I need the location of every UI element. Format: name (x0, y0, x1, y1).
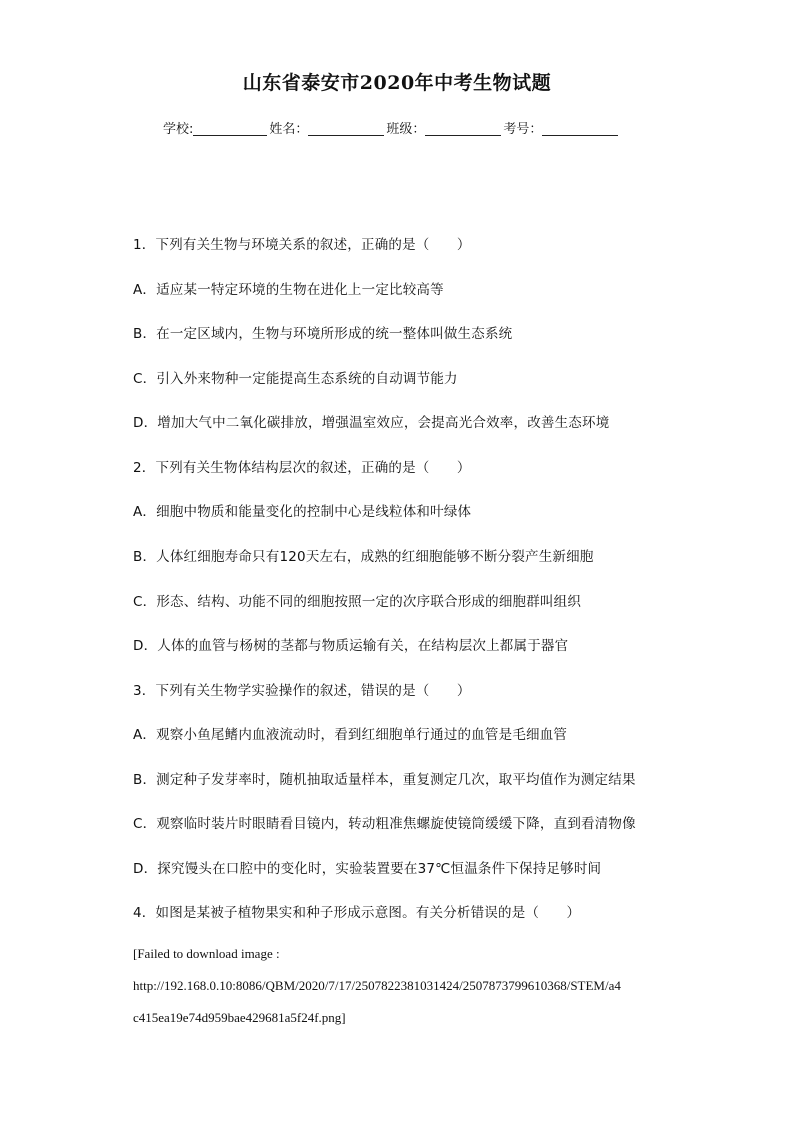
school-blank (193, 121, 267, 136)
question-2-option-b: B．人体红细胞寿命只有120天左右，成熟的红细胞能够不断分裂产生新细胞 (133, 549, 594, 565)
exam-number-label: 考号： (503, 122, 543, 137)
student-info-row (163, 118, 620, 137)
question-3-option-c: C．观察临时装片时眼睛看目镜内，转动粗准焦螺旋使镜筒缓缓下降，直到看清物像 (133, 816, 636, 832)
question-1-option-c: C．引入外来物种一定能提高生态系统的自动调节能力 (133, 371, 458, 387)
question-1-stem: 1．下列有关生物与环境关系的叙述，正确的是（ ） (133, 237, 471, 253)
image-error-line-1: [Failed to download image : (133, 946, 280, 961)
question-2-option-c: C．形态、结构、功能不同的细胞按照一定的次序联合形成的细胞群叫组织 (133, 594, 582, 610)
image-error-url-line-3: c415ea19e74d959bae429681a5f24f.png] (133, 1010, 346, 1025)
name-label: 姓名： (269, 122, 309, 137)
question-4-stem: 4．如图是某被子植物果实和种子形成示意图。有关分析错误的是（ ） (133, 905, 581, 921)
question-3-option-d: D．探究馒头在口腔中的变化时，实验装置要在37℃恒温条件下保持足够时间 (133, 861, 602, 877)
question-1-option-b: B．在一定区域内，生物与环境所形成的统一整体叫做生态系统 (133, 326, 513, 342)
question-2-option-d: D．人体的血管与杨树的茎都与物质运输有关，在结构层次上都属于器官 (133, 638, 569, 654)
image-error-url-line-2: http://192.168.0.10:8086/QBM/2020/7/17/2507822381031424/2507873799610368/STEM/a4 (133, 978, 621, 993)
question-1-option-a: A．适应某一特定环境的生物在进化上一定比较高等 (133, 282, 444, 298)
question-3-option-a: A．观察小鱼尾鳍内血液流动时，看到红细胞单行通过的血管是毛细血管 (133, 727, 568, 743)
question-3-option-b: B．测定种子发芽率时，随机抽取适量样本，重复测定几次，取平均值作为测定结果 (133, 772, 636, 788)
class-label: 班级： (386, 122, 426, 137)
name-blank (308, 121, 384, 136)
school-label: 学校: (163, 122, 194, 137)
exam-number-blank (542, 121, 618, 136)
class-blank (425, 121, 501, 136)
page-title: 山东省泰安市2020年中考生物试题 (242, 72, 552, 94)
question-2-option-a: A．细胞中物质和能量变化的控制中心是线粒体和叶绿体 (133, 504, 472, 520)
question-3-stem: 3．下列有关生物学实验操作的叙述，错误的是（ ） (133, 683, 471, 699)
question-1-option-d: D．增加大气中二氧化碳排放，增强温室效应，会提高光合效率，改善生态环境 (133, 415, 610, 431)
question-2-stem: 2．下列有关生物体结构层次的叙述，正确的是（ ） (133, 460, 471, 476)
